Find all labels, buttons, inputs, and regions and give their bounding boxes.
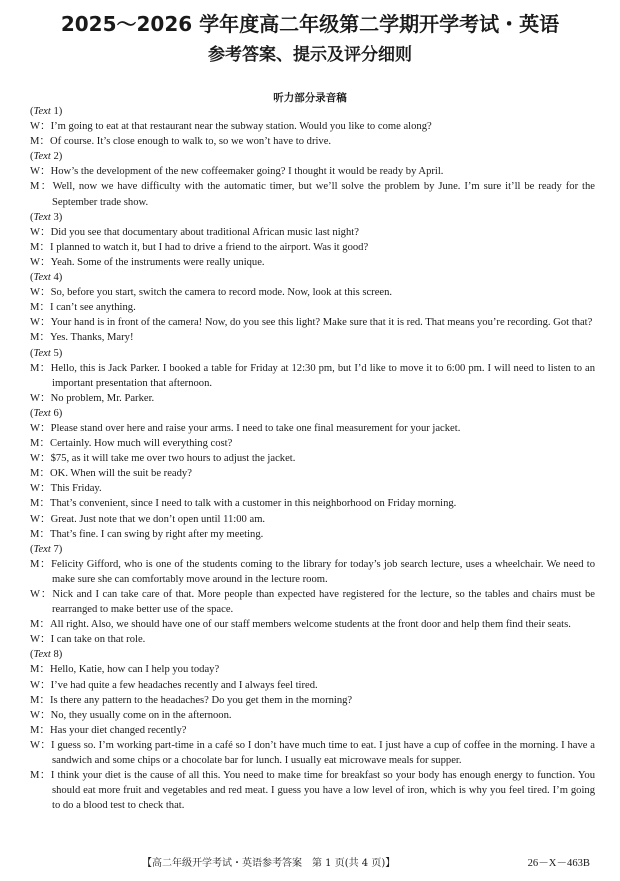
dialogue-line: M：Yes. Thanks, Mary! — [30, 332, 134, 344]
dialogue-line: M：Of course. It’s close enough to walk to, so we won’t have to drive. — [30, 136, 332, 148]
dialogue-line: M：Well, now we have difficulty with the automatic timer, but we’ll solve the problem by June. I’m sure it’ll be ready for the September trade show. — [30, 181, 595, 208]
dialogue-line: W：This Friday. — [30, 483, 102, 495]
dialogue-line: W：I can take on that role. — [30, 634, 146, 646]
text-marker-label: Text — [33, 106, 51, 117]
text-marker: (Text 8) — [30, 649, 63, 661]
document-title: 2025～2026 学年度高二年级第二学期开学考试・英语 — [60, 12, 560, 36]
text-marker-label: Text — [33, 151, 51, 163]
text-marker-number: 5 — [53, 347, 59, 359]
dialogue-line: M：Is there any pattern to the headaches? Do you get them in the morning? — [30, 694, 353, 706]
text-marker: (Text 6) — [30, 407, 63, 419]
dialogue-line: M：I planned to watch it, but I had to drive a friend to the airport. Was it good? — [30, 241, 369, 253]
dialogue-line: M：Hello, this is Jack Parker. I booked a table for Friday at 12:30 pm, but I’d like to move it to 6:00 pm. I will need to listen to an important presentation that afternoon. — [30, 362, 595, 389]
dialogue-line: W：Great. Just note that we don’t open until 11:00 am. — [30, 513, 266, 525]
dialogue-line: M：OK. When will the suit be ready? — [30, 468, 192, 480]
dialogue-line: W：I’m going to eat at that restaurant near the subway station. Would you like to come along? — [30, 121, 432, 133]
text-marker-number: 1 — [53, 106, 59, 117]
dialogue-line: W：How’s the development of the new coffeemaker going? I thought it would be ready by April. — [30, 166, 444, 178]
dialogue-line: M：Certainly. How much will everything cost? — [30, 438, 233, 450]
footer-page-info: 【高二年级开学考试・英语参考答案 第 1 页(共 4 页)】 — [142, 858, 396, 869]
dialogue-line: W：Please stand over here and raise your arms. I need to take one final measurement for your jacket. — [30, 422, 461, 434]
page-footer — [0, 856, 620, 872]
dialogue-line: W：I guess so. I’m working part-time in a café so I don’t have much time to eat. I just have a cup of coffee in the morning. I have a sandwich and some chips or a chocolate bar for lunch. I usually eat microwave meals for supper. — [30, 739, 595, 767]
text-marker-number: 6 — [53, 407, 59, 419]
dialogue-line: W：Did you see that documentary about traditional African music last night? — [30, 226, 359, 238]
text-marker-label: Text — [33, 543, 51, 555]
text-marker-number: 4 — [53, 272, 59, 284]
transcript-body — [30, 104, 595, 813]
text-marker-number: 3 — [53, 211, 59, 223]
footer-doc-code: 26－X－463B — [527, 858, 590, 869]
section-title: 听力部分录音稿 — [273, 92, 347, 104]
document-subtitle: 参考答案、提示及评分细则 — [208, 45, 412, 65]
text-marker: (Text 2) — [30, 151, 63, 163]
dialogue-line: W：Nick and I can take care of that. More people than expected have registered for the lecture, so the tables and chairs must be rearranged to make better use of the space. — [30, 589, 595, 616]
text-marker-number: 8 — [53, 649, 59, 661]
dialogue-line: W：Yeah. Some of the instruments were really unique. — [30, 256, 265, 268]
text-marker-label: Text — [33, 407, 51, 419]
text-marker: (Text 3) — [30, 211, 63, 223]
text-marker-label: Text — [33, 649, 51, 661]
dialogue-line: W：No, they usually come on in the afternoon. — [30, 709, 232, 721]
dialogue-line: M：That’s fine. I can swing by right after my meeting. — [30, 528, 264, 540]
dialogue-line: W：Your hand is in front of the camera! Now, do you see this light? Make sure that it is red. That means you’re recording. Got that? — [30, 317, 593, 329]
dialogue-line: M：All right. Also, we should have one of our staff members welcome students at the front door and help them find their seats. — [30, 619, 571, 631]
dialogue-line: M：That’s convenient, since I need to talk with a customer in this neighborhood on Friday morning. — [30, 498, 457, 510]
text-marker-number: 2 — [53, 151, 59, 163]
text-marker-label: Text — [33, 211, 51, 223]
dialogue-line: M：Has your diet changed recently? — [30, 724, 187, 736]
dialogue-line: W：So, before you start, switch the camera to record mode. Now, look at this screen. — [30, 287, 393, 299]
dialogue-line: M：Hello, Katie, how can I help you today? — [30, 664, 220, 676]
text-marker-number: 7 — [53, 543, 59, 555]
dialogue-line: W：$75, as it will take me over two hours to adjust the jacket. — [30, 453, 296, 465]
text-marker: (Text 7) — [30, 543, 63, 555]
text-marker-label: Text — [33, 347, 51, 359]
text-marker-label: Text — [33, 272, 51, 284]
dialogue-line: W：I’ve had quite a few headaches recently and I always feel tired. — [30, 679, 318, 691]
text-marker: (Text 1) — [30, 106, 63, 117]
dialogue-line: W：No problem, Mr. Parker. — [30, 392, 155, 404]
dialogue-line: M：I can’t see anything. — [30, 302, 136, 314]
text-marker: (Text 5) — [30, 347, 63, 359]
text-marker: (Text 4) — [30, 272, 63, 284]
dialogue-line: M：I think your diet is the cause of all this. You need to make time for breakfast so your body has enough energy to function. You should eat more fruit and vegetables and red meat. I guess you have a low level of iron, which is why you feel tired. I’m going to do a blood test to check that. — [30, 770, 595, 812]
dialogue-line: M：Felicity Gifford, who is one of the students coming to the library for today’s job search lecture, uses a wheelchair. We need to make sure she can comfortably move around in the lecture room. — [30, 558, 595, 585]
